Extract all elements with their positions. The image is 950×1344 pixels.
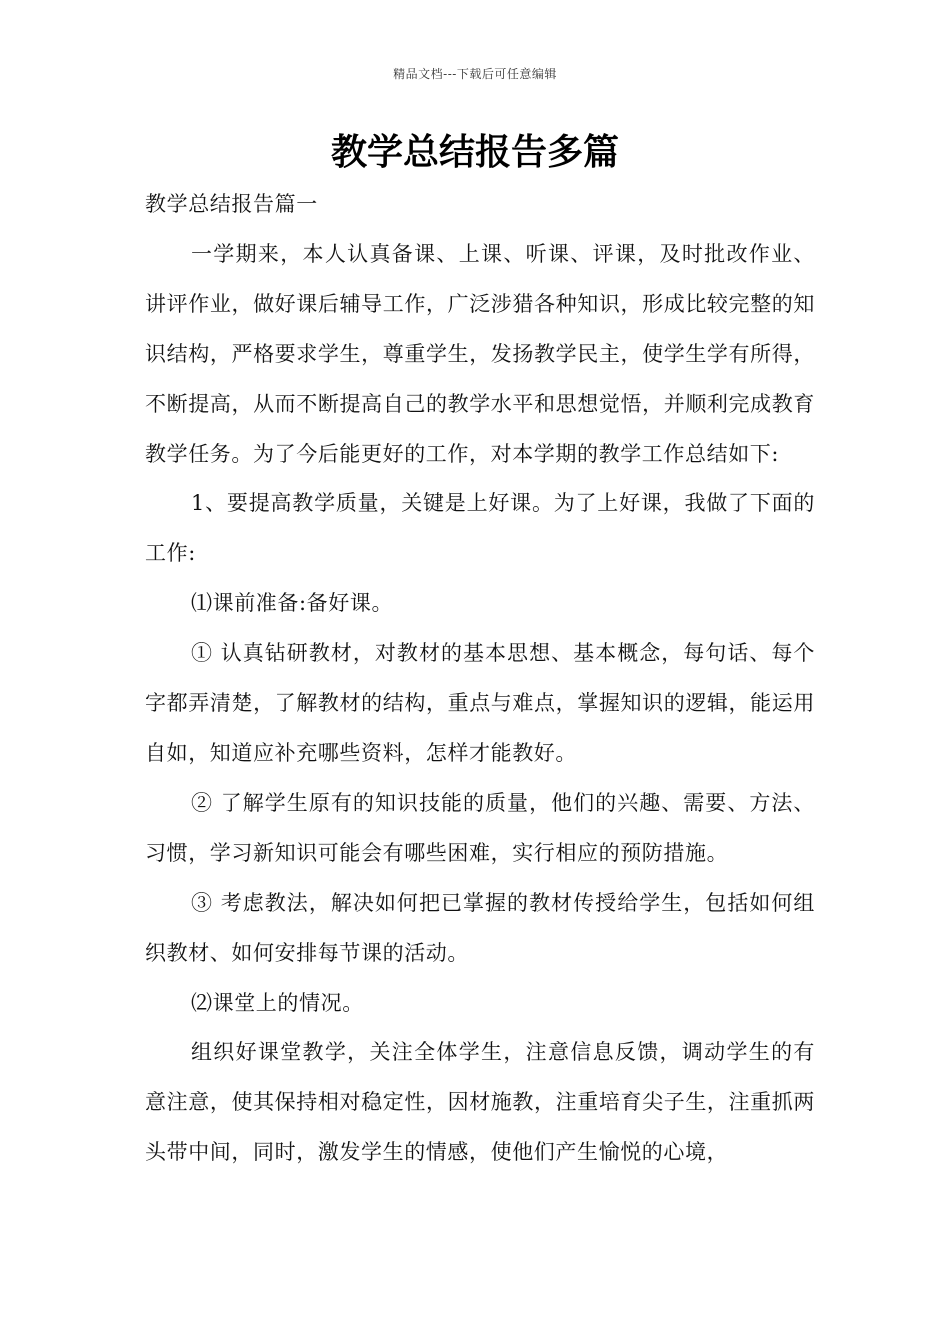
paragraph: ⑵课堂上的情况。 <box>191 990 364 1015</box>
paragraph: 一学期来，本人认真备课、上课、听课、评课，及时批改作业、讲评作业，做好课后辅导工作，广泛涉猎各种知识，形成比较完整的知识结构，严格要求学生，尊重学生，发扬教学民主，使学生学有所得，不断提高，从而不断提高自己的教学水平和思想觉悟，并顺利完成教育教学任务。为了今后能更好的工作，对本学期的教学工作总结如下: <box>145 241 815 466</box>
section-heading: 教学总结报告篇一 <box>145 192 318 216</box>
paragraph: 组织好课堂教学，关注全体学生，注意信息反馈，调动学生的有意注意，使其保持相对稳定性，因材施教，注重培育尖子生，注重抓两头带中间，同时，激发学生的情感，使他们产生愉悦的心境， <box>145 1040 815 1165</box>
paragraph: ③ 考虑教法，解决如何把已掌握的教材传授给学生，包括如何组织教材、如何安排每节课的活动。 <box>145 890 815 965</box>
document-title: 教学总结报告多篇 <box>330 131 619 173</box>
document-body <box>145 180 815 1178</box>
header-note: 精品文档---下载后可任意编辑 <box>393 67 557 81</box>
paragraph: ⑴课前准备:备好课。 <box>191 591 394 616</box>
paragraph: ① 认真钻研教材，对教材的基本思想、基本概念，每句话、每个字都弄清楚，了解教材的结构，重点与难点，掌握知识的逻辑，能运用自如，知道应补充哪些资料，怎样才能教好。 <box>145 641 815 765</box>
paragraph: 1、要提高教学质量，关键是上好课。为了上好课，我做了下面的工作: <box>145 491 815 566</box>
paragraph: ② 了解学生原有的知识技能的质量，他们的兴趣、需要、方法、习惯，学习新知识可能会有哪些困难，实行相应的预防措施。 <box>145 790 815 865</box>
